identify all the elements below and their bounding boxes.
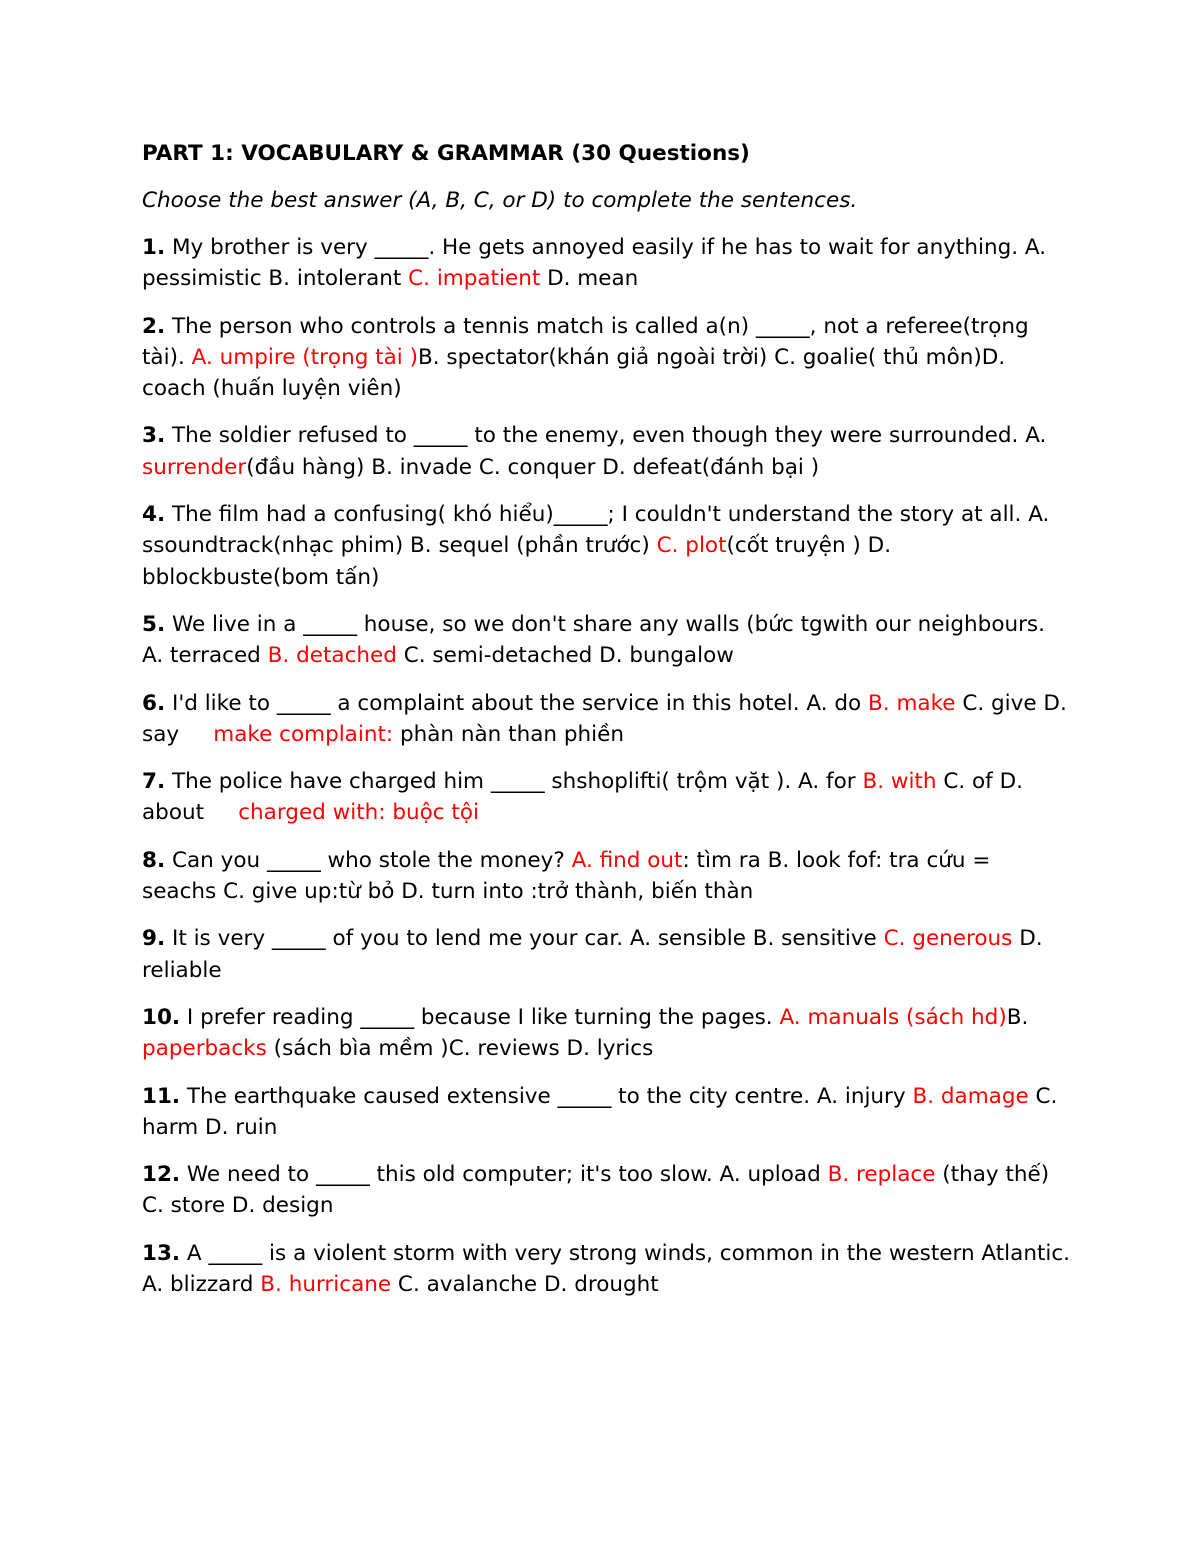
question-text: C. avalanche D. drought <box>391 1272 659 1298</box>
question-number: 13. <box>142 1240 181 1266</box>
highlighted-answer-text: B. make <box>868 690 956 716</box>
question-number: 3. <box>142 423 166 449</box>
highlighted-answer-text: B. with <box>862 769 937 795</box>
question-number: 5. <box>142 611 166 637</box>
question-text: A _____ is a violent storm with very strong winds, common in the western Atlantic. A. blizzard <box>142 1240 1077 1298</box>
highlighted-answer-text: paperbacks <box>142 1036 267 1062</box>
highlighted-answer-text: A. find out <box>571 847 683 873</box>
question-text: (cốt truyện ) D. bblockbuste(bom tấn) <box>142 533 898 590</box>
question-text: The film had a confusing( khó hiểu)_____; I couldn't understand the story at all. A. ssoundtrack(nhạc phim) B. sequel (phần trước) <box>142 502 1057 559</box>
highlighted-answer-text: C. impatient <box>408 266 541 292</box>
question-list <box>142 232 1077 1300</box>
highlighted-answer-text: C. generous <box>883 926 1013 952</box>
question-number: 12. <box>142 1162 181 1188</box>
highlighted-answer-text: A. manuals (sách hd) <box>779 1004 1007 1030</box>
highlighted-answer-text: C. plot <box>656 533 727 559</box>
question-text: (sách bìa mềm )C. reviews D. lyrics <box>266 1036 654 1062</box>
question-item <box>142 420 1070 483</box>
question-text: The person who controls a tennis match is called a(n) _____, not a referee(trọng tài). <box>142 313 1036 370</box>
highlighted-answer-text: B. replace <box>827 1162 936 1188</box>
question-text: (thay thế) C. store D. design <box>142 1162 1056 1219</box>
question-item <box>142 1159 1070 1222</box>
highlighted-answer-text: B. hurricane <box>260 1272 392 1298</box>
question-item <box>142 499 1070 593</box>
highlighted-answer-text: A. umpire (trọng tài ) <box>191 344 418 370</box>
highlighted-answer-text: B. damage <box>912 1083 1029 1109</box>
question-item <box>142 923 1070 986</box>
question-number: 10. <box>142 1004 181 1030</box>
question-text: I prefer reading _____ because I like turning the pages. <box>180 1004 780 1030</box>
question-item <box>142 766 1070 829</box>
question-number: 7. <box>142 769 166 795</box>
question-text: The earthquake caused extensive _____ to the city centre. A. injury <box>180 1083 913 1109</box>
question-item <box>142 1081 1070 1144</box>
question-number: 1. <box>142 235 166 260</box>
question-text: I'd like to _____ a complaint about the service in this hotel. A. do <box>165 690 869 716</box>
question-item <box>142 1238 1077 1301</box>
question-text: We need to _____ this old computer; it's too slow. A. upload <box>180 1162 828 1188</box>
highlighted-answer-text: make complaint: <box>213 721 394 747</box>
question-text: B. spectator(khán giả ngoài trời) C. goalie( thủ môn)D. coach (huấn luyện viên) <box>142 344 1013 402</box>
question-text: C. of D. about <box>142 769 1030 826</box>
question-text: Can you _____ who stole the money? <box>165 847 572 873</box>
part-heading: PART 1: VOCABULARY & GRAMMAR (30 Questions) <box>142 141 750 166</box>
question-text: C. give D. say <box>142 690 1074 747</box>
question-text: C. semi-detached D. bungalow <box>396 643 734 669</box>
question-text: D. reliable <box>142 926 1050 983</box>
question-text: The soldier refused to _____ to the enemy, even though they were surrounded. A. <box>165 423 1054 449</box>
question-text: D. mean <box>540 266 639 292</box>
question-number: 9. <box>142 926 166 952</box>
question-number: 11. <box>142 1083 181 1109</box>
question-item <box>142 1002 1070 1065</box>
question-text: (đầu hàng) B. invade C. conquer D. defeat(đánh bại ) <box>246 454 820 480</box>
question-number: 2. <box>142 313 166 339</box>
question-text: The police have charged him _____ shshoplifti( trộm vặt ). A. for <box>165 769 863 795</box>
highlighted-answer-text: surrender <box>142 454 247 480</box>
question-item <box>142 845 1070 908</box>
question-text: My brother is very _____. He gets annoyed easily if he has to wait for anything. A. pessimistic B. intolerant <box>142 235 1053 292</box>
question-text: It is very _____ of you to lend me your car. A. sensible B. sensitive <box>165 926 884 952</box>
question-number: 4. <box>142 502 166 528</box>
question-number: 6. <box>142 690 166 716</box>
question-item <box>142 688 1074 751</box>
highlighted-answer-text: B. detached <box>267 643 397 669</box>
question-text: We live in a _____ house, so we don't share any walls (bức tgwith our neighbours. A. terraced <box>142 611 1052 669</box>
question-text: B. <box>1006 1004 1036 1030</box>
question-item <box>142 609 1070 672</box>
question-item <box>142 232 1070 295</box>
highlighted-answer-text: charged with: buộc tội <box>238 800 479 826</box>
question-text: phàn nàn than phiền <box>393 721 624 747</box>
instruction-text: Choose the best answer (A, B, C, or D) to complete the sentences. <box>142 188 858 213</box>
question-text: C. harm D. ruin <box>142 1083 1065 1140</box>
question-item <box>142 311 1070 405</box>
question-number: 8. <box>142 847 166 873</box>
question-text: : tìm ra B. look fof: tra cứu = seachs C. give up:từ bỏ D. turn into :trở thành, biến thàn <box>142 847 998 905</box>
